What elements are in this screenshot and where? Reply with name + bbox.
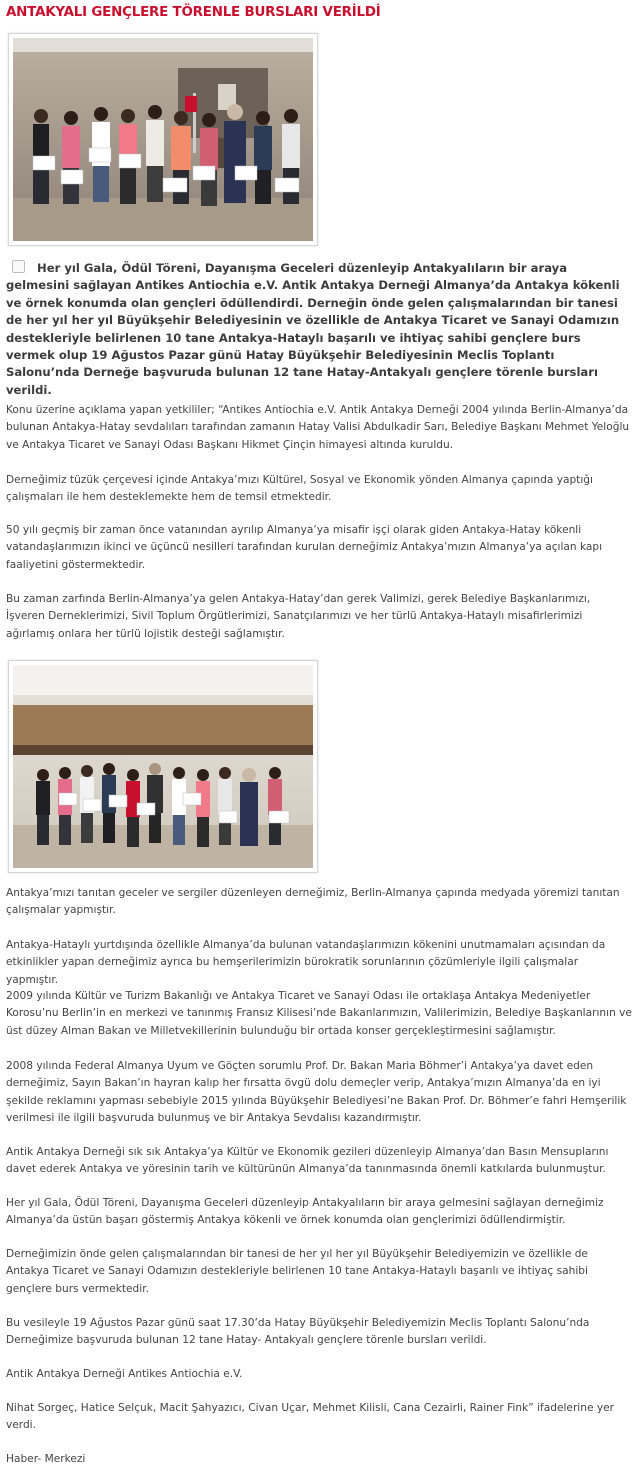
paragraph: Nihat Sorgeç, Hatice Selçuk, Macit Şahyazıcı, Civan Uçar, Mehmet Kilisli, Cana Cezairli, Rainer Fink” ifadelerine yer verdi. [6,1402,614,1432]
paragraph: Konu üzerine açıklama yapan yetkililer; “Antikes Antiochia e.V. Antik Antakya Derneği 2004 yılında Berlin-Almanya’da bulunan Antakya-Hatay sevdalıları tarafından zamanın Hatay Valisi Abdulkadir Sarı, Belediye Başkanı Mehmet Yeloğlu ve Antakya Ticaret ve Sanayi Odası Başkanı Hikmet Çinçin himayesi altında kuruldu. [6,404,630,451]
paragraph: Antakya’mızı tanıtan geceler ve sergiler düzenleyen derneğimiz, Berlin-Almanya çapında medyada yöremizi tanıtan çalışmalar yapmıştır. [6,887,620,917]
paragraph: 50 yılı geçmiş bir zaman önce vatanından ayrılıp Almanya’ya misafir işçi olarak giden Antakya-Hatay kökenli vatandaşlarımızın ikinci ve üçüncü nesilleri tarafından kurulan derneğimiz Antakya’mızın Almanya’ya açılan kapı faaliyetini göstermektedir. [6,524,603,571]
article-lead [6,260,628,399]
paragraph: Her yıl Gala, Ödül Töreni, Dayanışma Geceleri düzenleyip Antakyalıların bir araya gelmesini sağlayan derneğimiz Almanya’da üstün başarı göstermiş Antakya kökenli ve örnek konumda olan gençlerimizi ödüllendirmiştir. [6,1197,604,1227]
paragraph: 2009 yılında Kültür ve Turizm Bakanlığı ve Antakya Ticaret ve Sanayi Odası ile ortaklaşa Antakya Medeniyetler Korosu’nu Berlin’in en merkezi ve tanınmış Fransız Kilisesi’nde Bakanlarımızın, Valilerimizin, Belediye Başkanlarının ve üst düzey Alman Bakan ve Milletvekillerinin bulunduğu bir ortada konser gerçekleştirmesini sağlamıştır. [6,990,632,1037]
paragraph: Antakya-Hataylı yurtdışında özellikle Almanya’da bulunan vatandaşlarımızın kökenini unutmamaları açısından da etkinlikler yapan derneğimiz ayrıca bu hemşerilerimizin bürokratik sorunlarının çözümleriyle ilgili çalışmalar yapmıştır. [6,939,606,986]
paragraph: Derneğimiz tüzük çerçevesi içinde Antakya’mızı Kültürel, Sosyal ve Ekonomik yönden Almanya çapında yaptığı çalışmaları ile hem desteklemekte hem de temsil etmektedir. [6,474,593,504]
group-photo-image [13,38,313,241]
article-photo-top [8,33,318,246]
article-title: ANTAKYALI GENÇLERE TÖRENLE BURSLARI VERİLDİ [6,5,381,20]
article-source: Haber- Merkezi [6,1453,86,1465]
paragraph: 2008 yılında Federal Almanya Uyum ve Göçten sorumlu Prof. Dr. Bakan Maria Böhmer’i Antakya’ya davet eden derneğimiz, Sayın Bakan’ın hayran kalıp her fırsatta övgü dolu demeçler verip, Antakya’mızın Almanya’da en iyi şekilde reklamını yapması sebebiyle 2015 yılında Büyükşehir Belediyesi’ne Bakan Prof. Dr. Böhmer’e fahri Hemşerilik verilmesi ile ilgili başvuruda bulunmuş ve bir Antakya Sevdalısı kazandırmıştır. [6,1060,627,1124]
paragraph: Derneğimizin önde gelen çalışmalarından bir tanesi de her yıl her yıl Büyükşehir Belediyemizin ve özellikle de Antakya Ticaret ve Sanayi Odamızın destekleriyle belirlenen 10 tane Antakya-Hataylı başarılı ve ihtiyaç sahibi gençlere burs vermektedir. [6,1248,588,1295]
paragraph: Antik Antakya Derneği Antikes Antiochia e.V. [6,1368,243,1380]
ceremony-photo-image [13,665,313,868]
lead-text: Her yıl Gala, Ödül Töreni, Dayanışma Geceleri düzenleyip Antakyalıların bir araya gelmesini sağlayan Antikes Antiochia e.V. Antik Antakya Derneği Almanya’da Antakya kökenli ve örnek konumda olan gençleri ödüllendirdi. Derneğin önde gelen çalışmalarından bir tanesi de her yıl her yıl Büyükşehir Belediyesinin ve özellikle de Antakya Ticaret ve Sanayi Odamızın destekleriyle belirlenen 10 tane Antakya-Hataylı başarılı ve ihtiyaç sahibi gençlere burs vermek olup 19 Ağustos Pazar günü Hatay Büyükşehir Belediyesinin Meclis Toplantı Salonu’nda Derneğe başvuruda bulunan 12 tane Hatay-Antakyalı gençlere törenle bursları verildi. [6,261,620,397]
paragraph: Bu vesileyle 19 Ağustos Pazar günü saat 17.30’da Hatay Büyükşehir Belediyemizin Meclis Toplantı Salonu’nda Derneğimize başvuruda bulunan 12 tane Hatay- Antakyalı gençlere törenle bursları verildi. [6,1317,590,1347]
paragraph: Bu zaman zarfında Berlin-Almanya’ya gelen Antakya-Hatay’dan gerek Valimizi, gerek Belediye Başkanlarımızı, İşveren Derneklerimizi, Sivil Toplum Örgütlerimizi, Sanatçılarımızı ve her türlü Antakya-Hataylı misafirlerimizi ağırlamış onlara her türlü lojistik desteği sağlamıştır. [6,593,591,640]
paragraph: Antik Antakya Derneği sık sık Antakya’ya Kültür ve Ekonomik gezileri düzenleyip Almanya’dan Basın Mensuplarını davet ederek Antakya ve yöresinin tarih ve kültürünün Almanya’da tanınmasında önemli katkılarda bulunmuştur. [6,1146,609,1176]
article-photo-bottom [8,660,318,873]
lead-checkbox [12,260,25,273]
